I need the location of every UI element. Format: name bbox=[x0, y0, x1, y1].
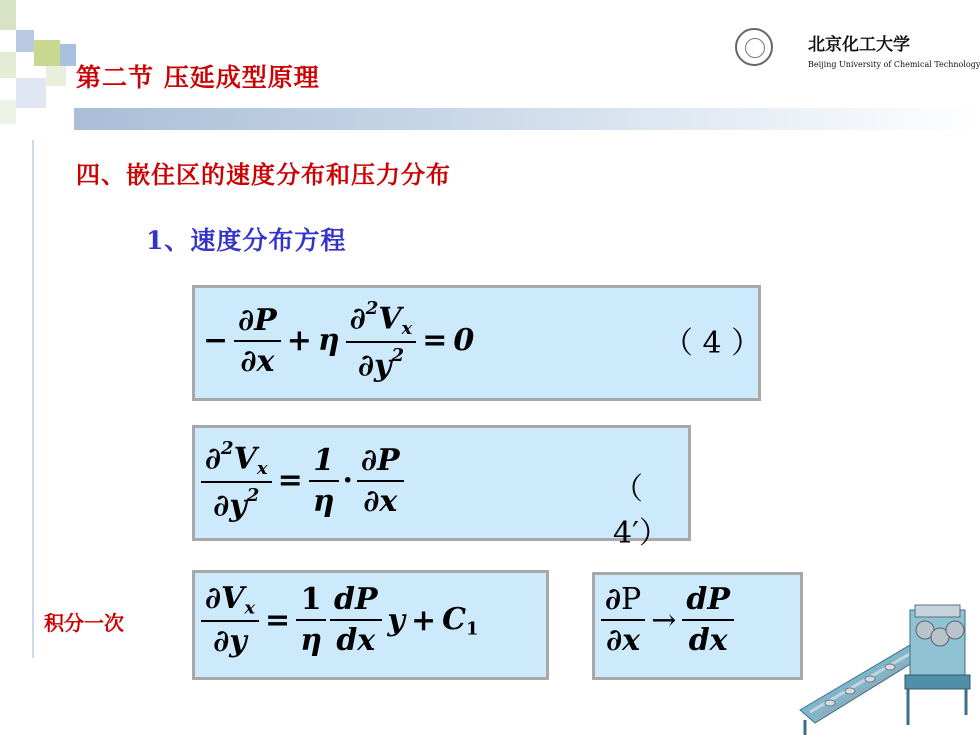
deco-square bbox=[46, 66, 66, 86]
equation-4: $\frac{\partial P}{\partial x}$ → $\frac{dP}{dx}$ bbox=[601, 582, 734, 658]
integrate-once-label: 积分一次 bbox=[44, 611, 124, 635]
deco-square bbox=[34, 40, 60, 66]
university-seal-icon bbox=[735, 28, 773, 66]
left-divider bbox=[32, 140, 34, 658]
deco-square bbox=[0, 100, 16, 124]
deco-square bbox=[0, 0, 16, 30]
equation-2: $\frac{\partial^2V_x}{\partial y^2}$ = $\frac{1}{\eta}$ · $\frac{\partial P}{\partial x}$ bbox=[201, 438, 404, 523]
equation-box-1 bbox=[192, 285, 761, 401]
equation-box-4 bbox=[592, 572, 803, 680]
equation-1-number: （ 4 ） bbox=[663, 326, 762, 361]
equation-box-3 bbox=[192, 570, 549, 680]
deco-square bbox=[60, 44, 76, 66]
university-name-cn: 北京化工大学 bbox=[808, 35, 910, 55]
slide-title: 第二节 压延成型原理 bbox=[76, 63, 320, 92]
deco-square bbox=[16, 30, 34, 52]
section-heading: 四、嵌住区的速度分布和压力分布 bbox=[76, 161, 451, 189]
calender-machine-illustration bbox=[790, 585, 980, 735]
equation-1: − $\frac{\partial P}{\partial x}$ + η $\frac{\partial^2V_x}{\partial y^2}$ = 0 bbox=[203, 298, 475, 384]
equation-3: $\frac{\partial V_x}{\partial y}$ = $\frac{1}{\eta}$ $\frac{dP}{dx}$ y + $C_1$ bbox=[201, 581, 479, 659]
equation-box-2 bbox=[192, 425, 691, 551]
subsection-heading: 1、速度分布方程 bbox=[146, 226, 347, 255]
university-name-en: Beijing University of Chemical Technology bbox=[808, 60, 980, 69]
equation-2-number: （ 4′） bbox=[613, 472, 669, 551]
deco-square bbox=[16, 78, 46, 108]
title-underline-bar bbox=[74, 108, 980, 130]
deco-square bbox=[0, 52, 16, 78]
